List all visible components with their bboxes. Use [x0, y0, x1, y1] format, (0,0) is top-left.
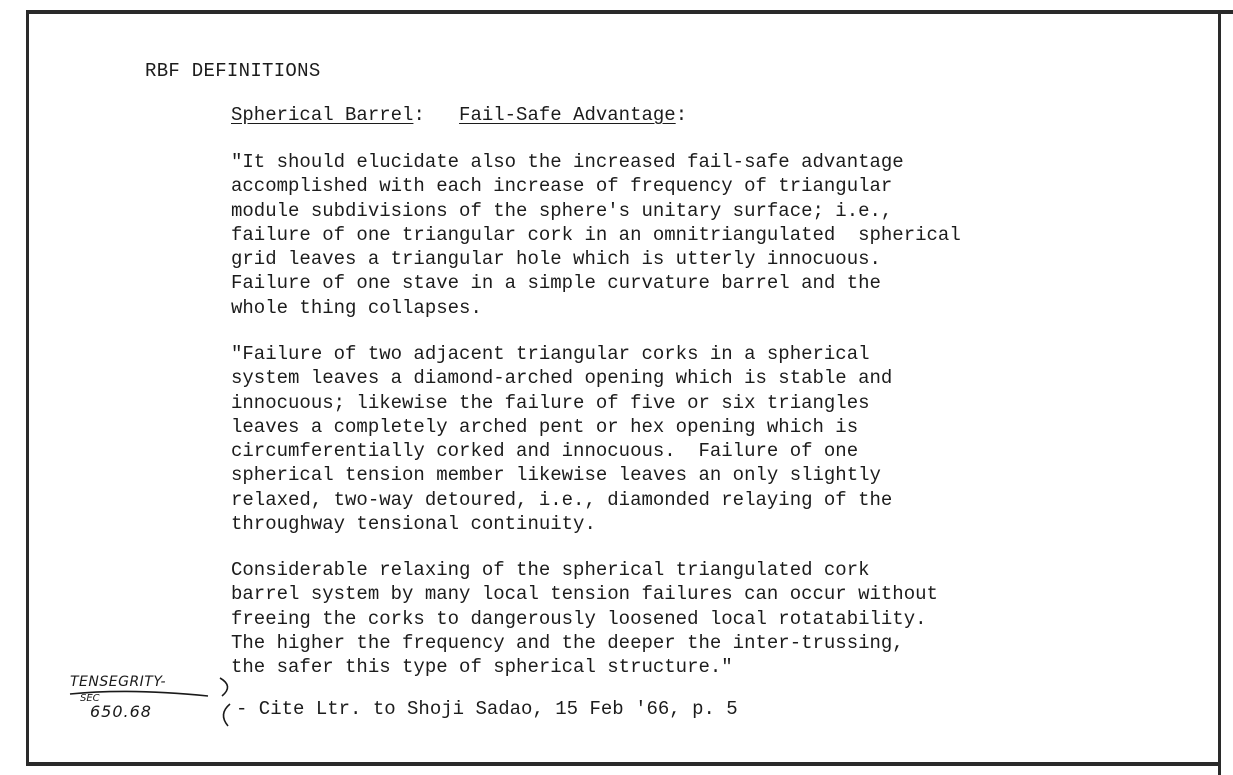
card-right-border [1218, 10, 1221, 775]
citation-line: - Cite Ltr. to Shoji Sadao, 15 Feb '66, p. 5 [236, 698, 738, 720]
quote-paragraph-2: "Failure of two adjacent triangular corks in a spherical system leaves a diamond-arched opening which is stable and innocuous; likewise the failure of five or six triangles leaves a completely arched pent or hex opening which is circumferentially corked and innocuous. Failure of one spherical tension member likewise leaves an only slightly relaxed, two-way detoured, i.e., diamonded relaying of the throughway tensional continuity. [231, 343, 893, 536]
term-separator: : [413, 104, 460, 126]
quote-paragraph-1: "It should elucidate also the increased fail-safe advantage accomplished with each increase of frequency of triangular module subdivisions of the sphere's unitary surface; i.e., failure of one triangular cork in an omnitriangulated spherical grid leaves a triangular hole which is utterly innocuous. Failure of one stave in a simple curvature barrel and the whole thing collapses. [231, 151, 961, 319]
subterm-separator: : [675, 104, 688, 126]
definition-subheading [231, 104, 687, 126]
handwritten-annotation [68, 674, 238, 732]
definition-subterm: Fail-Safe Advantage [459, 104, 676, 126]
annotation-line-3: 650.68 [90, 702, 152, 721]
definition-term: Spherical Barrel [231, 104, 414, 126]
quote-paragraph-3: Considerable relaxing of the spherical triangulated cork barrel system by many local tension failures can occur without freeing the corks to dangerously loosened local rotatability. The higher the frequency and the deeper the inter-trussing, the safer this type of spherical structure." [231, 559, 938, 679]
annotation-line-2: SEC [80, 693, 100, 704]
document-heading: RBF DEFINITIONS [145, 60, 321, 82]
card-corner-mark [1221, 10, 1233, 14]
annotation-line-1: TENSEGRITY- [70, 674, 167, 690]
